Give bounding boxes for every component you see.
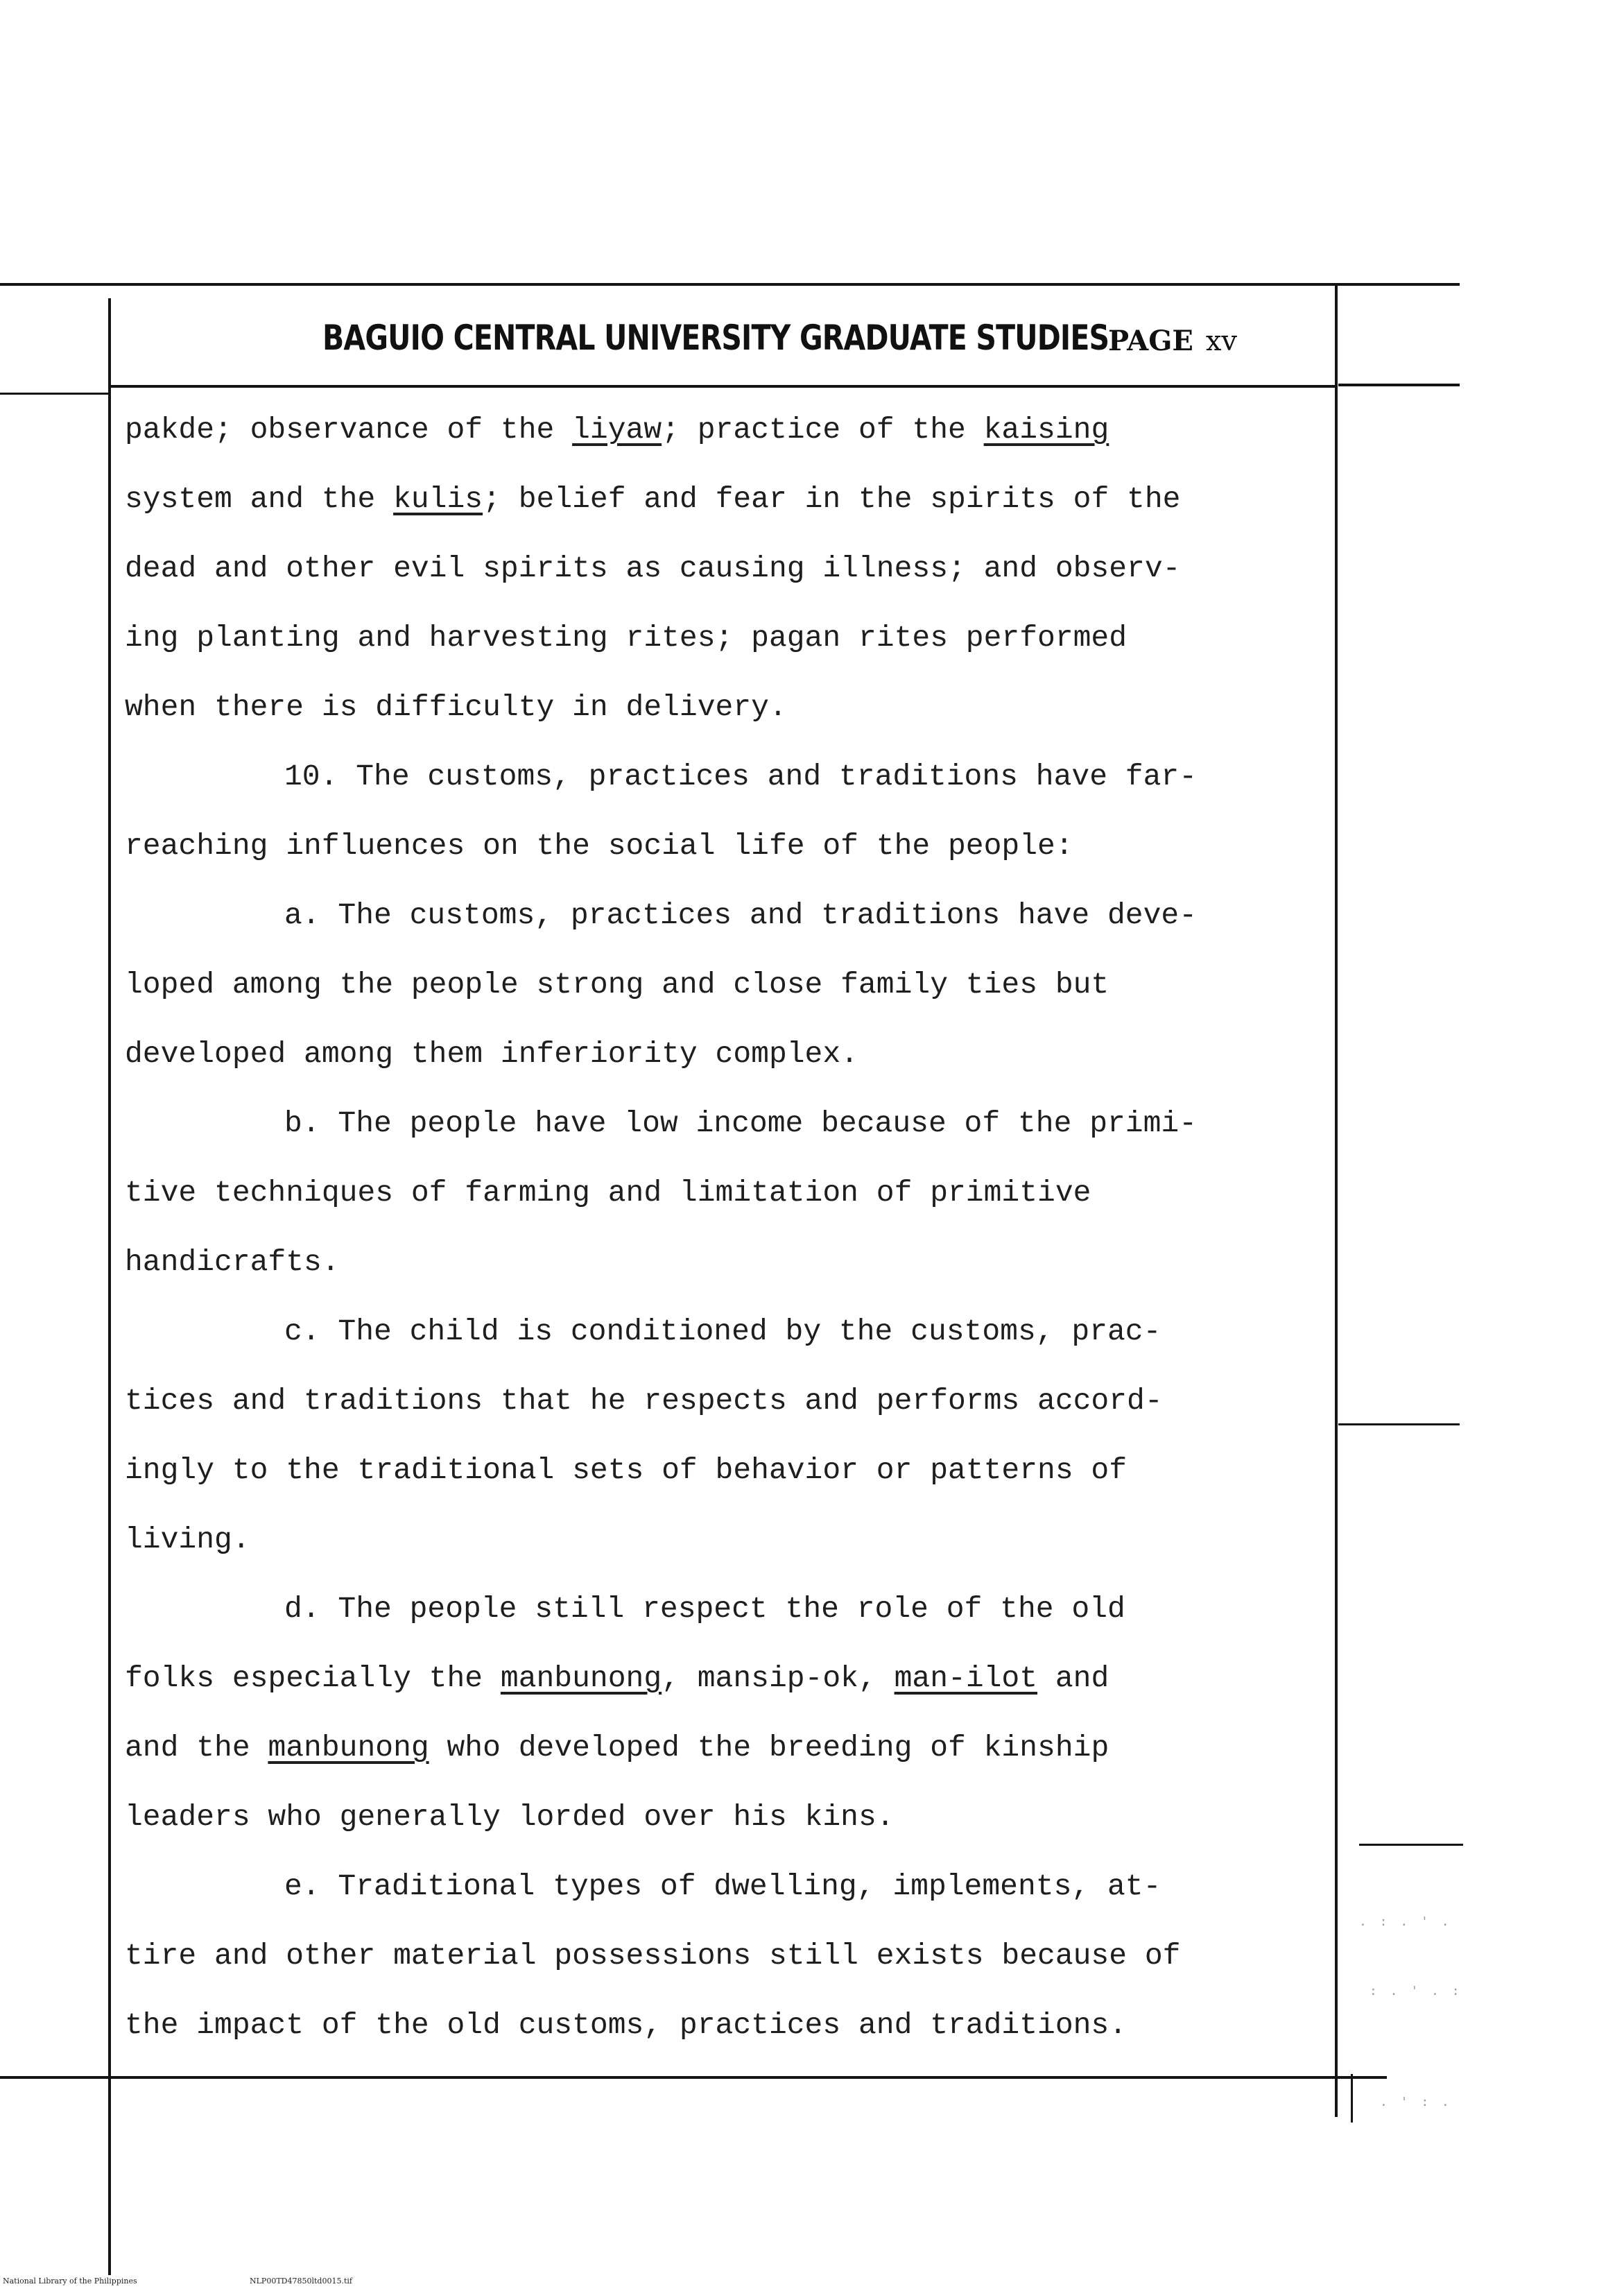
item-e-line: the impact of the old customs, practices and traditions. bbox=[125, 2008, 1128, 2042]
item-d-line: and the manbunong who developed the breeding of kinship bbox=[125, 1731, 1109, 1765]
item-c-line: ingly to the traditional sets of behavior or patterns of bbox=[125, 1453, 1128, 1487]
term-manbunong: manbunong bbox=[500, 1661, 662, 1695]
text-line: pakde; observance of the liyaw; practice of the kaising bbox=[125, 413, 1109, 447]
top-rule bbox=[0, 283, 1460, 286]
item-b-line: b. The people have low income because of the primi- bbox=[284, 1106, 1198, 1140]
scan-noise: . ' : . bbox=[1380, 2095, 1452, 2109]
footer-library-credit: National Library of the Philippines bbox=[3, 2277, 137, 2286]
text-line: dead and other evil spirits as causing illness; and observ- bbox=[125, 551, 1181, 585]
right-margin-stub-low bbox=[1359, 1844, 1463, 1846]
left-border bbox=[108, 298, 111, 2275]
right-margin-stub-mid bbox=[1338, 1423, 1460, 1425]
item-e-line: e. Traditional types of dwelling, implements, at- bbox=[284, 1869, 1161, 1903]
document-body bbox=[125, 395, 1345, 2060]
header-rule bbox=[110, 385, 1337, 388]
item-b-line: tive techniques of farming and limitation of primitive bbox=[125, 1176, 1091, 1210]
item-a-line: a. The customs, practices and traditions have deve- bbox=[284, 898, 1198, 932]
page-indicator bbox=[1108, 325, 1237, 366]
bottom-rule bbox=[0, 2076, 1387, 2079]
item-10-line: reaching influences on the social life of the people: bbox=[125, 829, 1073, 863]
scan-noise: . : . ' . bbox=[1359, 1914, 1452, 1929]
item-d-line: folks especially the manbunong, mansip-ok, man-ilot and bbox=[125, 1661, 1109, 1695]
document-header-title: BAGUIO CENTRAL UNIVERSITY GRADUATE STUDIES bbox=[322, 318, 1109, 358]
term-kulis: kulis bbox=[393, 482, 483, 516]
term-manbunong: manbunong bbox=[268, 1731, 429, 1765]
item-c-line: living. bbox=[125, 1523, 250, 1557]
page-label: PAGE bbox=[1108, 325, 1193, 357]
scan-noise: : . ' . : bbox=[1370, 1984, 1462, 1998]
item-d-line: d. The people still respect the role of the old bbox=[284, 1592, 1125, 1626]
page-number: xv bbox=[1205, 325, 1238, 357]
text-line: when there is difficulty in delivery. bbox=[125, 690, 787, 724]
bottom-right-vertical bbox=[1351, 2074, 1353, 2123]
item-10-line: 10. The customs, practices and traditions have far- bbox=[284, 760, 1198, 794]
left-margin-stub bbox=[0, 393, 110, 395]
item-e-line: tire and other material possessions still exists because of bbox=[125, 1939, 1181, 1973]
term-liyaw: liyaw bbox=[572, 413, 662, 447]
item-c-line: c. The child is conditioned by the customs, prac- bbox=[284, 1314, 1161, 1348]
footer-file-name: NLP00TD47850ltd0015.tif bbox=[250, 2277, 352, 2286]
item-c-line: tices and traditions that he respects and performs accord- bbox=[125, 1384, 1163, 1418]
item-a-line: loped among the people strong and close family ties but bbox=[125, 968, 1109, 1002]
right-margin-stub-top bbox=[1338, 384, 1460, 386]
text-line: ing planting and harvesting rites; pagan rites performed bbox=[125, 621, 1128, 655]
item-d-line: leaders who generally lorded over his kins. bbox=[125, 1800, 895, 1834]
item-b-line: handicrafts. bbox=[125, 1245, 340, 1279]
item-a-line: developed among them inferiority complex. bbox=[125, 1037, 858, 1071]
term-man-ilot: man-ilot bbox=[894, 1661, 1038, 1695]
term-kaising: kaising bbox=[983, 413, 1109, 447]
text-line: system and the kulis; belief and fear in the spirits of the bbox=[125, 482, 1181, 516]
